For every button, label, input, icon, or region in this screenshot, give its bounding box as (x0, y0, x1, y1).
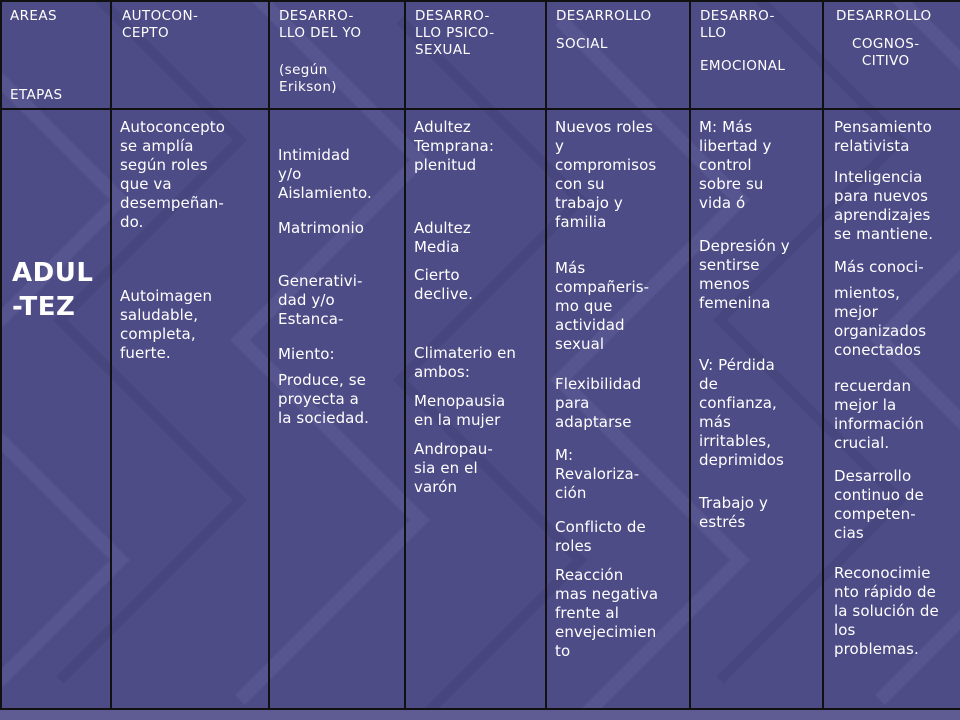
cognitivo-text-2: Inteligencia para nuevos aprendizajes se mantiene. (834, 168, 934, 243)
column-divider (545, 0, 547, 710)
stage-label: ADUL -TEZ (12, 258, 94, 322)
yo-text-1: Intimidad y/o Aislamiento. (278, 146, 372, 202)
header-etapas: ETAPAS (10, 87, 63, 103)
row-divider (0, 108, 960, 110)
emocional-text-1: M: Más libertad y control sobre su vida ó (699, 118, 772, 212)
social-text-6: Reacción mas negativa frente al envejecimien to (555, 566, 659, 660)
column-divider (268, 0, 270, 710)
header-desarrollo-yo-note: (según Erikson) (279, 62, 337, 95)
autoconcepto-text-2: Autoimagen saludable, completa, fuerte. (120, 287, 213, 362)
column-divider (404, 0, 406, 710)
yo-text-4: Miento: (278, 345, 335, 363)
psicosexual-text-2: Adultez Media (414, 219, 471, 256)
psicosexual-text-4: Climaterio en ambos: (414, 344, 517, 381)
header-desarrollo-emocional-2: EMOCIONAL (700, 58, 786, 74)
header-areas: AREAS (10, 8, 57, 24)
cognitivo-text-1: Pensamiento relativista (834, 118, 932, 155)
social-text-1: Nuevos roles y compromisos con su trabajo y familia (555, 118, 657, 231)
cognitivo-text-7: Reconocimie nto rápido de la solución de los problemas. (834, 564, 939, 658)
cognitivo-text-3: Más conoci- (834, 258, 924, 276)
cognitivo-text-4: mientos, mejor organizados conectados (834, 284, 927, 359)
emocional-text-4: Trabajo y estrés (699, 494, 768, 531)
column-divider (689, 0, 691, 710)
column-divider (0, 0, 2, 710)
header-autoconcepto: AUTOCON- CEPTO (122, 8, 199, 41)
psicosexual-text-1: Adultez Temprana: plenitud (414, 118, 494, 174)
yo-text-3: Generativi- dad y/o Estanca- (278, 272, 363, 328)
header-desarrollo-emocional-1: DESARRO- LLO (700, 8, 775, 41)
social-text-5: Conflicto de roles (555, 518, 646, 555)
header-desarrollo-psicosexual: DESARRO- LLO PSICO- SEXUAL (415, 8, 495, 58)
psicosexual-text-5: Menopausia en la mujer (414, 392, 506, 429)
header-desarrollo-cognoscitivo-2: COGNOS- CITIVO (852, 36, 920, 69)
row-divider (0, 0, 960, 2)
header-desarrollo-social-1: DESARROLLO (556, 8, 652, 24)
cognitivo-text-6: Desarrollo continuo de competen- cias (834, 467, 924, 542)
column-divider (110, 0, 112, 710)
social-text-2: Más compañeris- mo que actividad sexual (555, 259, 650, 353)
emocional-text-3: V: Pérdida de confianza, más irritables, deprimidos (699, 356, 784, 469)
header-desarrollo-yo: DESARRO- LLO DEL YO (279, 8, 362, 41)
social-text-3: Flexibilidad para adaptarse (555, 375, 642, 431)
column-divider (822, 0, 824, 710)
yo-text-5: Produce, se proyecta a la sociedad. (278, 371, 369, 427)
header-desarrollo-social-2: SOCIAL (556, 36, 608, 52)
autoconcepto-text-1: Autoconcepto se amplía según roles que va desempeñan- do. (120, 118, 226, 231)
social-text-4: M: Revaloriza- ción (555, 446, 640, 502)
cognitivo-text-5: recuerdan mejor la información crucial. (834, 377, 925, 452)
emocional-text-2: Depresión y sentirse menos femenina (699, 237, 790, 312)
psicosexual-text-3: Cierto declive. (414, 266, 474, 303)
header-desarrollo-cognoscitivo-1: DESARROLLO (836, 8, 932, 24)
bottom-strip (0, 710, 960, 720)
psicosexual-text-6: Andropau- sia en el varón (414, 440, 493, 496)
yo-text-2: Matrimonio (278, 219, 364, 237)
